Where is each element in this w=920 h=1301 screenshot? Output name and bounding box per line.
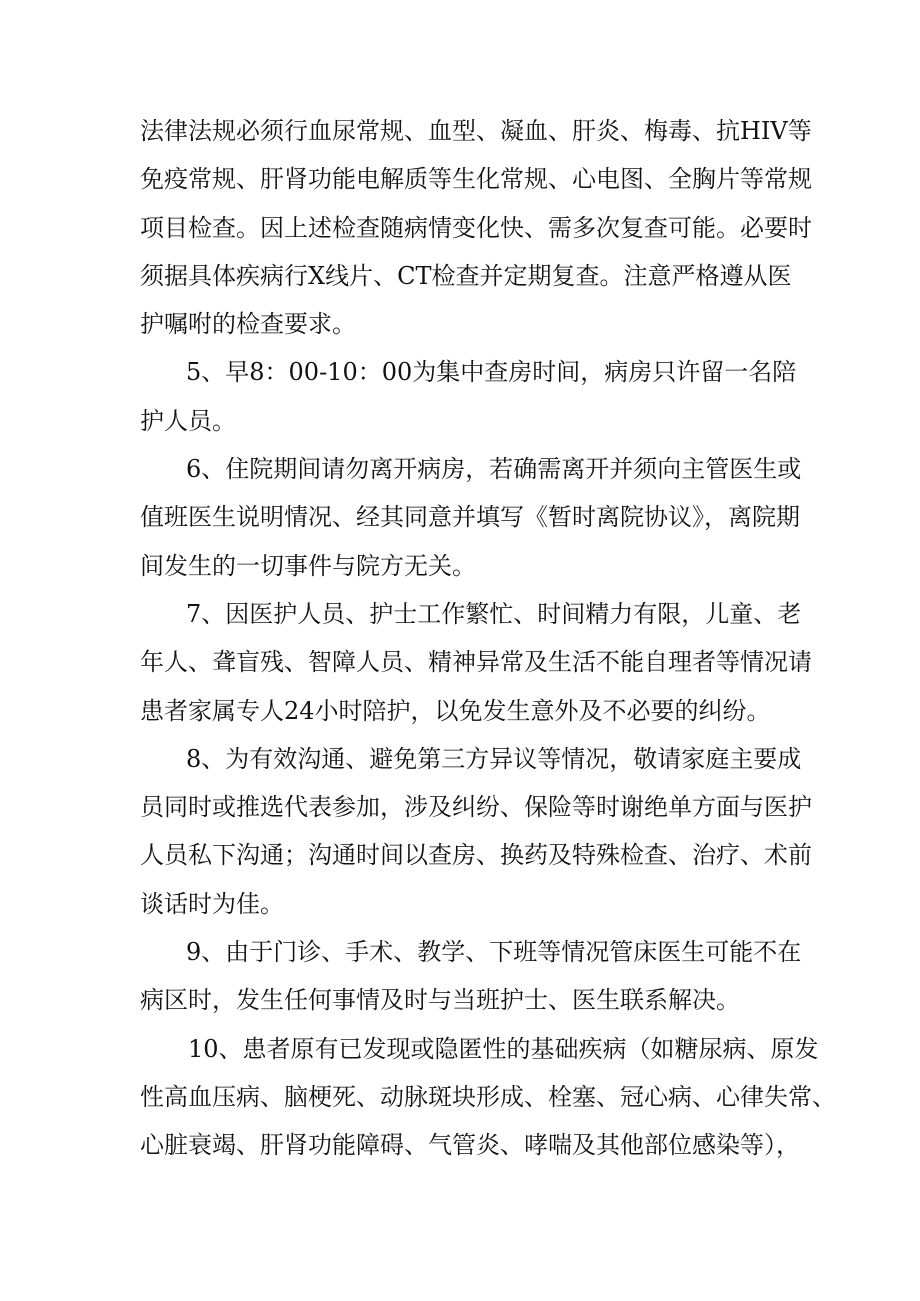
paragraph-10-line: 10、患者原有已发现或隐匿性的基础疾病（如糖尿病、原发: [188, 1034, 819, 1063]
text-line: 心脏衰竭、肝肾功能障碍、气管炎、哮喘及其他部位感染等），: [140, 1131, 800, 1160]
text-line: 人员私下沟通；沟通时间以查房、换药及特殊检查、治疗、术前: [140, 841, 812, 870]
text-line: 性高血压病、脑梗死、动脉斑块形成、栓塞、冠心病、心律失常、: [140, 1082, 836, 1111]
text-line: 法律法规必须行血尿常规、血型、凝血、肝炎、梅毒、抗HIV等: [140, 117, 812, 145]
text-line: 护嘱咐的检查要求。: [140, 310, 356, 339]
text-line: 须据具体疾病行X线片、CT检查并定期复查。注意严格遵从医: [140, 261, 792, 290]
text-line: 病区时，发生任何事情及时与当班护士、医生联系解决。: [140, 986, 740, 1015]
text-line: 间发生的一切事件与院方无关。: [140, 551, 476, 580]
document-body: [140, 107, 836, 1170]
paragraph-6-line: 6、住院期间请勿离开病房，若确需离开并须向主管医生或: [186, 455, 802, 484]
paragraph-5-line: 5、早8：00-10：00为集中查房时间，病房只许留一名陪: [186, 358, 797, 387]
text-line: 谈话时为佳。: [140, 889, 284, 918]
paragraph-7-line: 7、因医护人员、护士工作繁忙、时间精力有限，儿童、老: [186, 599, 802, 628]
text-line: 项目检查。因上述检查随病情变化快、需多次复查可能。必要时: [140, 213, 812, 242]
paragraph-9-line: 9、由于门诊、手术、教学、下班等情况管床医生可能不在: [186, 938, 802, 967]
paragraph-8-line: 8、为有效沟通、避免第三方异议等情况，敬请家庭主要成: [186, 744, 802, 773]
text-line: 员同时或推选代表参加，涉及纠纷、保险等时谢绝单方面与医护: [140, 793, 812, 822]
text-line: 免疫常规、肝肾功能电解质等生化常规、心电图、全胸片等常规: [140, 165, 812, 194]
text-line: 年人、聋盲残、智障人员、精神异常及生活不能自理者等情况请: [140, 648, 812, 677]
text-line: 护人员。: [140, 406, 236, 435]
text-line: 患者家属专人24小时陪护，以免发生意外及不必要的纠纷。: [140, 696, 771, 725]
text-line: 值班医生说明情况、经其同意并填写《暂时离院协议》，离院期: [140, 503, 800, 532]
